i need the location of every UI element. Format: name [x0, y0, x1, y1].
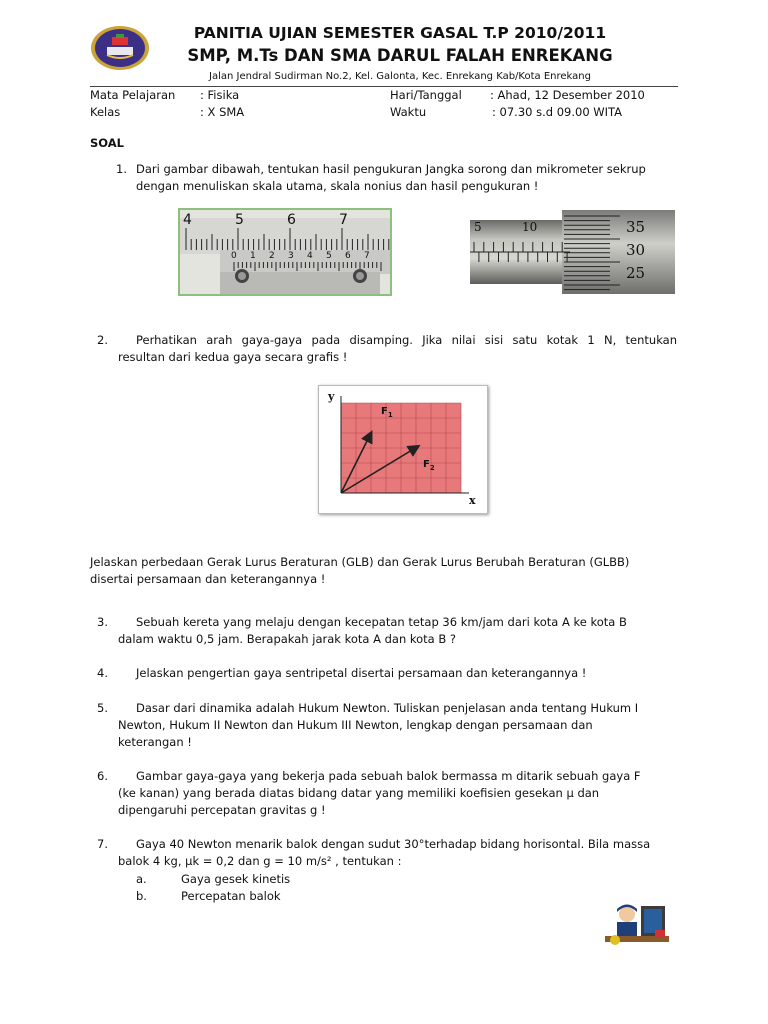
- caliper-main-label: 4: [183, 212, 192, 228]
- q5-line1: Dasar dari dinamika adalah Hukum Newton. Tuliskan penjelasan anda tentang Hukum I: [136, 701, 639, 715]
- q5-line2: Newton, Hukum II Newton dan Hukum III Newton, lengkap dengan persamaan dan: [118, 718, 593, 732]
- glb-question-line1: Jelaskan perbedaan Gerak Lurus Beraturan (GLB) dan Gerak Lurus Berubah Beraturan (GLBB): [90, 555, 630, 569]
- class-label: Kelas: [90, 105, 121, 119]
- q7-line2: balok 4 kg, μk = 0,2 dan g = 10 m/s² , tentukan :: [118, 854, 402, 868]
- soal-heading: SOAL: [90, 136, 124, 150]
- q7-a-label: a.: [136, 872, 147, 886]
- q2-number: 2.: [97, 333, 108, 347]
- q5-number: 5.: [97, 701, 108, 715]
- caliper-main-label: 6: [287, 212, 296, 228]
- school-logo: [90, 25, 150, 71]
- q4-number: 4.: [97, 666, 108, 680]
- micrometer-sleeve-label: 5: [474, 220, 482, 234]
- q1-line1: Dari gambar dibawah, tentukan hasil pengukuran Jangka sorong dan mikrometer sekrup: [136, 162, 646, 176]
- school-name: SMP, M.Ts DAN SMA DARUL FALAH ENREKANG: [187, 46, 613, 65]
- q7-line1: Gaya 40 Newton menarik balok dengan sudut 30°terhadap bidang horisontal. Bila massa: [136, 837, 651, 851]
- q6-number: 6.: [97, 769, 108, 783]
- micrometer-thimble-label: 25: [626, 264, 646, 282]
- q6-line3: dipengaruhi percepatan gravitas g !: [118, 803, 326, 817]
- student-clipart: [605, 902, 669, 948]
- caliper-main-label: 5: [235, 212, 244, 228]
- subject-label: Mata Pelajaran: [90, 88, 176, 102]
- vernier-caliper-image: [178, 208, 392, 296]
- f2-label: $F_2$: [423, 459, 435, 472]
- q7-b-text: Percepatan balok: [181, 889, 281, 903]
- micrometer-sleeve-label: 10: [522, 220, 538, 234]
- q2-line2: resultan dari kedua gaya secara grafis !: [118, 350, 348, 364]
- caliper-vernier-label: 0: [231, 251, 237, 261]
- q1-line2: dengan menuliskan skala utama, skala nonius dan hasil pengukuran !: [136, 179, 539, 193]
- q7-number: 7.: [97, 837, 108, 851]
- q3-number: 3.: [97, 615, 108, 629]
- class-value: : X SMA: [200, 105, 245, 119]
- school-address: Jalan Jendral Sudirman No.2, Kel. Galonta, Kec. Enrekang Kab/Kota Enrekang: [209, 71, 591, 82]
- force-vector-graph: [318, 385, 488, 514]
- time-value: : 07.30 s.d 09.00 WITA: [492, 105, 623, 119]
- q3-line2: dalam waktu 0,5 jam. Berapakah jarak kota A dan kota B ?: [118, 632, 457, 646]
- subject-value: : Fisika: [200, 88, 240, 102]
- f1-label: $F_1$: [381, 406, 393, 419]
- caliper-main-label: 7: [339, 212, 348, 228]
- q2-line1: Perhatikan arah gaya-gaya pada disamping. Jika nilai sisi satu kotak 1 N, tentukan: [136, 333, 677, 347]
- q7-a-text: Gaya gesek kinetis: [181, 872, 291, 886]
- day-date-label: Hari/Tanggal: [390, 88, 462, 102]
- time-label: Waktu: [390, 105, 427, 119]
- exam-committee-title: PANITIA UJIAN SEMESTER GASAL T.P 2010/2011: [193, 24, 607, 42]
- caliper-vernier-label: 4: [307, 251, 313, 261]
- q4-line1: Jelaskan pengertian gaya sentripetal disertai persamaan dan keterangannya !: [136, 666, 587, 680]
- q3-line1: Sebuah kereta yang melaju dengan kecepatan tetap 36 km/jam dari kota A ke kota B: [136, 615, 627, 629]
- caliper-vernier-label: 5: [326, 251, 332, 261]
- day-date-value: : Ahad, 12 Desember 2010: [490, 88, 645, 102]
- q1-number: 1.: [116, 162, 127, 176]
- micrometer-image: [470, 208, 675, 296]
- caliper-vernier-label: 3: [288, 251, 294, 261]
- q7-b-label: b.: [136, 889, 147, 903]
- caliper-vernier-label: 7: [364, 251, 370, 261]
- caliper-vernier-label: 1: [250, 251, 256, 261]
- q6-line2: (ke kanan) yang berada diatas bidang datar yang memiliki koefisien gesekan μ dan: [118, 786, 600, 800]
- q5-line3: keterangan !: [118, 735, 192, 749]
- q6-line1: Gambar gaya-gaya yang bekerja pada sebuah balok bermassa m ditarik sebuah gaya F: [136, 769, 641, 783]
- graph-x-label: x: [469, 494, 476, 507]
- caliper-vernier-label: 6: [345, 251, 351, 261]
- glb-question-line2: disertai persamaan dan keterangannya !: [90, 572, 326, 586]
- micrometer-thimble-label: 30: [626, 241, 646, 259]
- graph-y-label: y: [328, 390, 335, 403]
- caliper-vernier-label: 2: [269, 251, 275, 261]
- micrometer-thimble-label: 35: [626, 218, 646, 236]
